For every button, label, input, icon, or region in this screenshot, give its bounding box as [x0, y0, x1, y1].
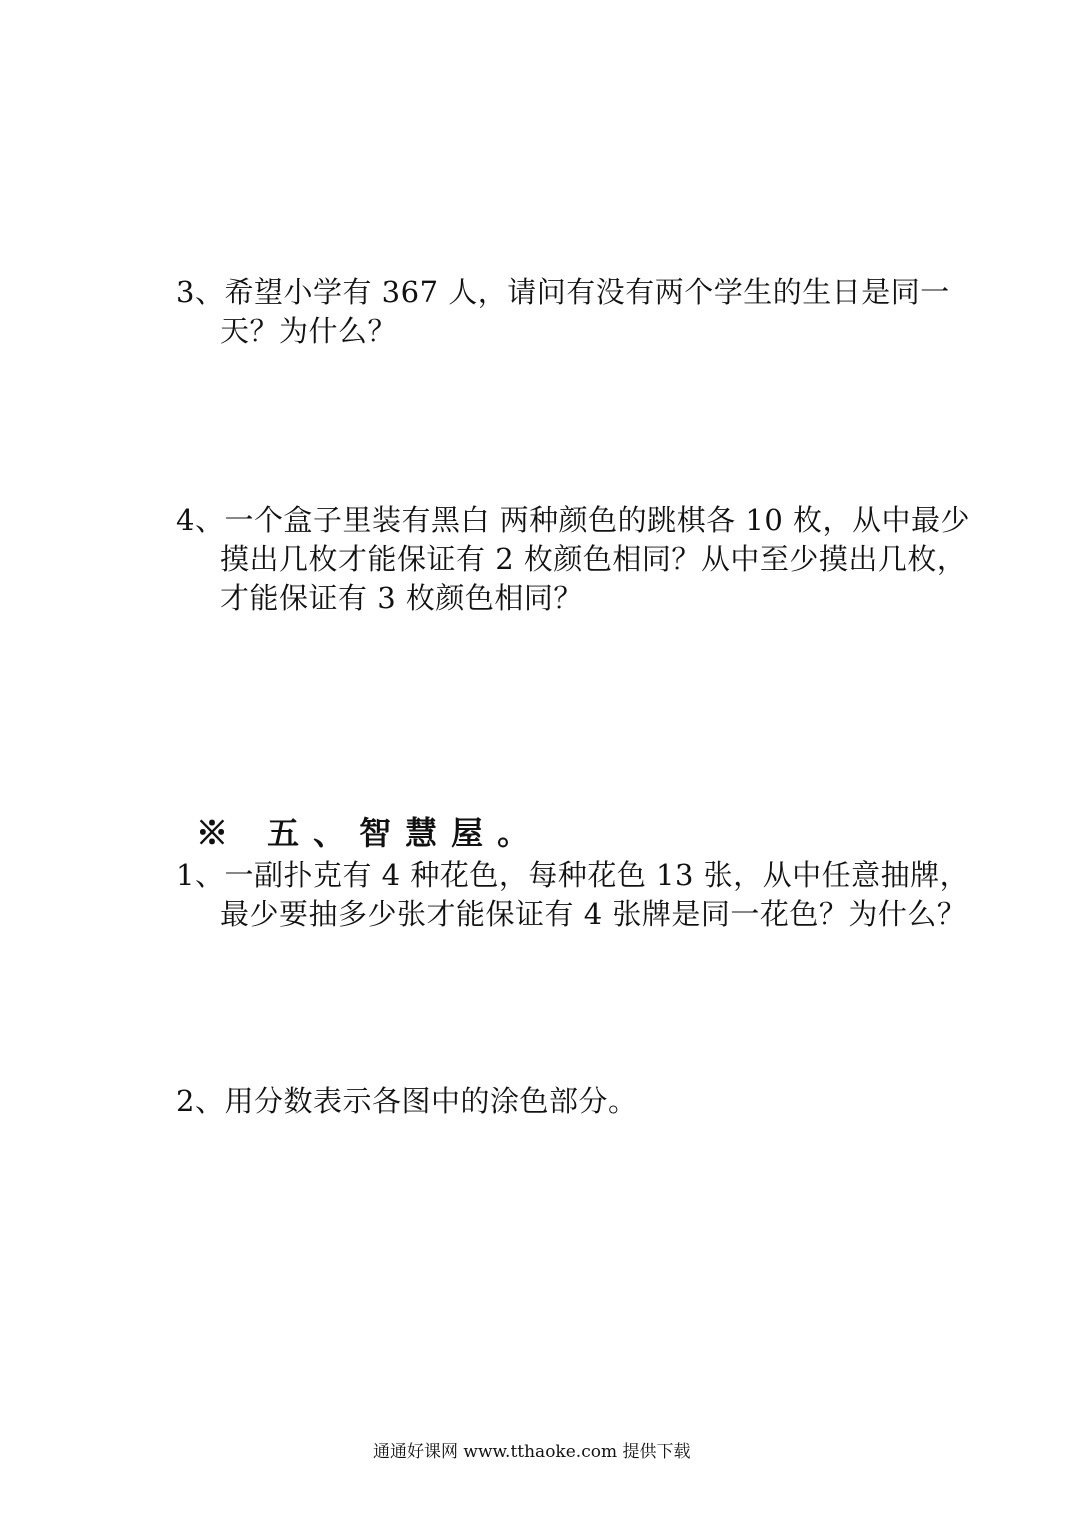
- question-4-text-2: 摸出几枚才能保证有 2 枚颜色相同？从中至少摸出几枚，: [220, 542, 967, 576]
- section-5-title: ※ 五、智慧屋。: [196, 814, 544, 852]
- footer-text: 通通好课网 www.tthaoke.com 提供下载: [373, 1442, 691, 1462]
- question-4-number: 4、: [176, 503, 225, 537]
- question-4-line-2: [220, 541, 966, 577]
- s5-question-1-text-2: 最少要抽多少张才能保证有 4 张牌是同一花色？为什么？: [220, 897, 967, 931]
- s5-question-2-line-1: [176, 1083, 637, 1119]
- question-3-text-2: 天？为什么？: [220, 314, 398, 348]
- question-3-line-2: [220, 313, 397, 349]
- s5-question-2-text-1: 用分数表示各图中的涂色部分。: [224, 1084, 638, 1118]
- s5-question-2-number: 2、: [176, 1084, 225, 1118]
- s5-question-1-line-2: [220, 896, 966, 932]
- s5-question-1-line-1: [176, 857, 969, 893]
- s5-question-1-text-1: 一副扑克有 4 种花色，每种花色 13 张，从中任意抽牌，: [224, 858, 970, 892]
- question-4-line-1: [176, 502, 970, 538]
- question-4-line-3: [220, 580, 583, 616]
- s5-question-1-number: 1、: [176, 858, 225, 892]
- question-4-text-1: 一个盒子里装有黑白 两种颜色的跳棋各 10 枚，从中最少: [224, 503, 971, 537]
- question-3-line-1: [176, 274, 950, 310]
- question-4-text-3: 才能保证有 3 枚颜色相同？: [220, 581, 583, 615]
- question-3-number: 3、: [176, 275, 225, 309]
- question-3-text-1: 希望小学有 367 人，请问有没有两个学生的生日是同一: [224, 275, 950, 309]
